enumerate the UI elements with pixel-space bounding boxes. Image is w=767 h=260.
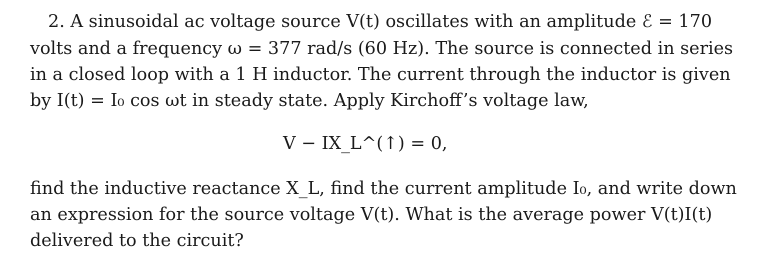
problem-line-6: an expression for the source voltage V(t). What is the average power V(t)I(t) — [30, 205, 713, 225]
problem-line-3: in a closed loop with a 1 H inductor. The current through the inductor is given — [30, 65, 731, 85]
problem-line-2: volts and a frequency ω = 377 rad/s (60 Hz). The source is connected in series — [30, 39, 734, 59]
problem-line-7: delivered to the circuit? — [30, 231, 244, 251]
kirchhoff-equation: V − IX_L^(↑) = 0, — [283, 134, 448, 154]
problem-line-1: 2. A sinusoidal ac voltage source V(t) oscillates with an amplitude ℰ = 170 — [48, 12, 713, 32]
problem-line-5: find the inductive reactance X_L, find the current amplitude I₀, and write down — [30, 179, 737, 199]
problem-line-4: by I(t) = I₀ cos ωt in steady state. Apply Kirchoff’s voltage law, — [30, 91, 589, 111]
